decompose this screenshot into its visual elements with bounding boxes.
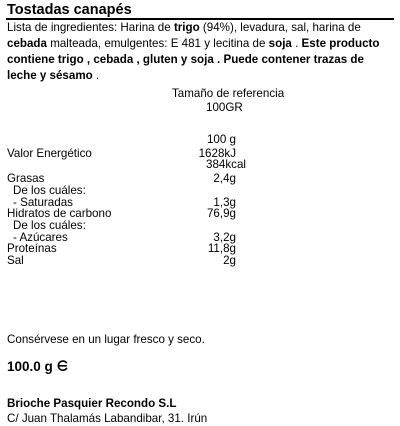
nutrition-row-label: Hidratos de carbono (7, 207, 112, 220)
net-quantity (7, 359, 69, 376)
allergen-soja: soja (268, 37, 292, 50)
allergen-trigo: trigo (173, 21, 200, 34)
nutrition-row-value: 1628kJ (198, 147, 236, 160)
reference-size-unit: 100GR (206, 101, 243, 114)
reference-size-label: Tamaño de referencia (172, 87, 285, 100)
ingredients-suffix: . (92, 69, 100, 82)
product-title: Tostadas canapés (7, 2, 132, 18)
nutrition-row-value: 11,8g (207, 242, 236, 255)
nutrition-row-label: - Saturadas (13, 196, 73, 209)
nutrition-row-label: - Azúcares (13, 231, 68, 244)
company-address: C/ Juan Thalamás Labandibar, 31. Irún (7, 412, 208, 425)
nutrition-row-label: De los cuáles: (13, 219, 86, 232)
nutrition-row-label: Valor Energético (7, 147, 92, 160)
nutrition-row-value: 76,9g (206, 207, 236, 220)
nutrition-row-label: De los cuáles: (13, 184, 86, 197)
nutrition-row-label: Proteínas (7, 242, 57, 255)
ingredients-prefix: Lista de ingredientes: Harina de (7, 21, 174, 34)
ingredients-list (7, 20, 395, 84)
company-name: Brioche Pasquier Recondo S.L (7, 397, 177, 410)
net-quantity-value: 100.0 g (7, 359, 53, 374)
ingredients-part2: (94%), levadura, sal, harina de (199, 21, 361, 34)
allergen-statement: Este producto contiene trigo , cebada , gluten y soja . Puede contener trazas de leche y sésamo (7, 37, 380, 82)
storage-instructions: Consérvese en un lugar fresco y seco. (7, 333, 205, 346)
nutrition-row-value: 3,2g (213, 231, 236, 244)
nutrition-row-value: 2g (223, 254, 236, 267)
estimated-sign-icon (56, 359, 69, 376)
nutrition-row-value: 2,4g (213, 172, 236, 185)
nutrition-row-value: 1,3g (213, 196, 236, 209)
nutrition-row-label: Sal (7, 254, 24, 267)
nutrition-row-label: Grasas (7, 172, 45, 185)
ingredients-part4: . (291, 37, 302, 50)
allergen-cebada: cebada (7, 37, 47, 50)
nutrition-column-header: 100 g (206, 133, 236, 146)
nutrition-row-value: 384kcal (206, 158, 246, 171)
ingredients-part3: malteada, emulgentes: E 481 y lecitina de (46, 37, 269, 50)
